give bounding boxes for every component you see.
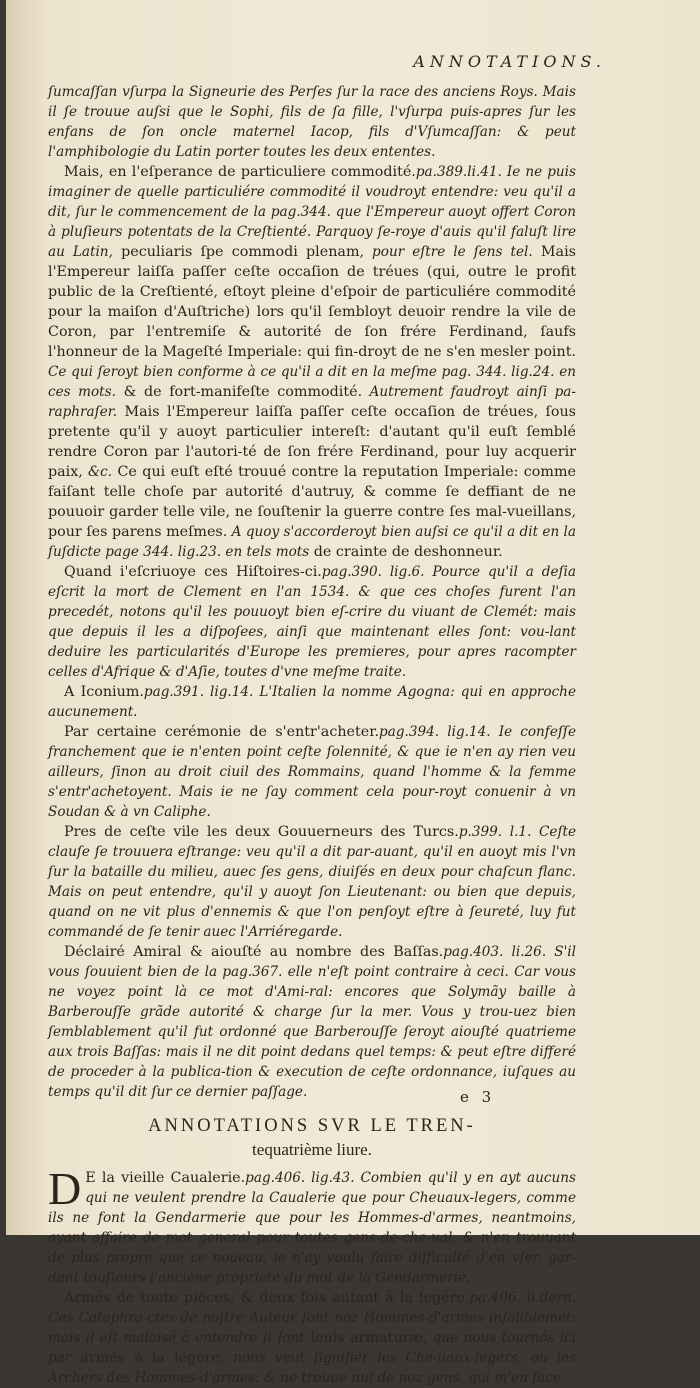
italic-run: pag.406. lig.43. Combien qu'il y en ayt aucuns qui ne veulent prendre la Caualerie que pour Cheuaux-legers, comme ils ne font la Gendarmerie que pour les Hommes-d'armes, neantmoins, ayant affaire de mot general pour toutes gens-de-che-ual, & n'en trouuant de plus propre que ce noueau, ie n'ay voulu faire difficulté d'en vſer, gar-dant touſiours l'anciéne proprieté du mot de la Gendarmerie. [48, 1170, 576, 1286]
roman-run: Mais l'Empereur laiſſa paſſer ceſte occaſion de tréues, ſous pretente qu'il y auoyt particulier intereſt: d'autant qu'il euſt ſemblé rendre Coron par l'autori-té de ſon frére Ferdinand, pour luy acquerir paix, [48, 404, 576, 480]
paragraph [48, 822, 576, 942]
drop-cap: D [48, 1163, 82, 1214]
italic-run: Ce qui ſeroyt bien conforme à ce qu'il a dit en la meſme pag. 344. lig.24. en ces mots. [48, 364, 576, 400]
roman-run: A Iconium. [64, 684, 144, 700]
book-page [6, 0, 700, 1386]
paragraph [48, 1163, 576, 1288]
roman-run: leuis armaturæ, [304, 1330, 428, 1346]
paragraph [48, 942, 576, 1102]
italic-run: Autrement faudroyt ainſi pa-raphraſer. [48, 384, 577, 420]
italic-run: que nous tournós ici par [48, 1330, 576, 1366]
italic-run: A quoy s'accorderoyt bien auſsi ce qu'il a dit en la ſuſdicte page 344. lig.23. en tels mots [48, 524, 576, 560]
paragraph [48, 82, 576, 162]
roman-run: peculiaris ſpe commodi plenam, [112, 244, 365, 260]
running-title: ANNOTATIONS. [413, 52, 606, 71]
page-body [48, 82, 576, 1388]
italic-run: pag.390. lig.6. Pource qu'il a deſia eſcrit la mort de Clement en l'an 1534. & que ces choſes furent l'an precedét, notons qu'il les pouuoyt bien eſ-crire du viuant de Clemét: mais que depuis il les a diſpoſees, ainſi que maintenant elles ſont: vou-lant deduire les particularités d'Europe les premieres, pour apres racompter celles d'Afrique & d'Aſie, toutes d'vne meſme traite. [48, 564, 576, 680]
italic-run: ſumcaſſan vſurpa la Signeurie des Perſes ſur la race des anciens Roys. Mais il ſe trouue auſsi que le Sophi, fils de ſa fille, l'vſurpa puis-apres ſur les enfans de ſon oncle maternel Iacop, fils d'Vſumcaſſan: & peut l'amphibologie du Latin porter toutes les deux ententes. [48, 84, 576, 160]
annotation-paragraphs [48, 82, 576, 1102]
signature-mark: e 3 [460, 1088, 496, 1106]
section-title: ANNOTATIONS SVR LE TREN- [148, 1116, 476, 1136]
italic-run: pag.403. li.26. S'il vous ſouuient bien de la pag.367. elle n'eſt point contraire à ceci. Car vous ne voyez point là ce mot d'Ami-ral: encores que Solymãy baille à Barberouſſe grãde autorité & charge ſur la mer. Vous y trou-uez bien ſemblablement qu'il fut ordonné que Barberouſſe ſeroyt aiouſté quatrieme aux trois Baſſas: mais il ne dit point dedans quel temps: & peut eſtre differé de proceder à la publica-tion & execution de ceſte ordonnance, iuſques au temps qu'il dit ſur ce dernier paſſage. [48, 944, 576, 1100]
roman-run: de crainte de deshonneur. [309, 544, 503, 560]
roman-run: Mais, en l'eſperance de particuliere commodité. [64, 164, 416, 180]
roman-run: Par certaine cerémonie de s'entr'acheter. [64, 724, 380, 740]
roman-run: Ce qui euſt eſté trouué contre la reputation Imperiale: comme faiſant telle choſe par autorité d'autruy, & comme ſe deffiant de ne pouuoir garder telle vile, ne ſouſtenir la guerre contre ſes mal-vueillans, pour ſes parens meſmes. [48, 464, 576, 540]
roman-run: Quand i'eſcriuoye ces Hiſtoires-ci. [64, 564, 322, 580]
paragraph [48, 162, 576, 562]
italic-run: pa.406. li.dern. Ces Cataphra-ctes de noſtre Auteur ſont noz Hommes-d'armes infaliblemét: mais il eſt malaisé à entendre ſi ſont [48, 1290, 576, 1346]
paragraph [48, 722, 576, 822]
section-subtitle: tequatrième liure. [252, 1140, 372, 1159]
roman-run: Pres de ceſte vile les deux Gouuerneurs des Turcs. [64, 824, 459, 840]
italic-run: pour eſtre le ſens tel. [364, 244, 533, 260]
roman-run: & de fort-manifeſte commodité. [115, 384, 363, 400]
paragraph [48, 1288, 576, 1388]
italic-run: pag.391. lig.14. L'Italien la nomme Agogna: qui en approche aucunement. [48, 684, 576, 720]
roman-run: armés à la legére, [71, 1350, 225, 1366]
roman-run: Armés de toute piéces, & deux fois autant à la legére. [64, 1290, 470, 1306]
roman-run: E la vieille Caualerie. [85, 1170, 246, 1186]
section-paragraphs [48, 1163, 577, 1388]
italic-run: pag.394. lig.14. Ie confeſſe franchement que ie n'enten point ceſte ſolennité, & que ie n'en ay rien veu ailleurs, ſinon au droit ciuil des Rommains, quand l'homme & la femme s'entr'achetoyent. Mais ie ne ſay comment cela pour-royt conuenir à vn Soudan & à vn Caliphe. [48, 724, 576, 820]
paragraph [48, 682, 576, 722]
roman-run: Déclairé Amiral & aiouſté au nombre des Baſſas. [64, 944, 444, 960]
italic-run: &c. [82, 464, 113, 480]
italic-run: nous veut ſignifier les Che-uaux-legers, ou les Archers des Hommes-d'armes: & ne trouue nul de noz gens, qui m'en face [48, 1350, 577, 1386]
italic-run: pa.389.li.41. Ie ne puis imaginer de quelle particuliére commodité il voudroyt entendre: veu qu'il a dit, ſur le commencement de la pag.344. que l'Empereur auoyt offert Coron à pluſieurs potentats de la Creſtienté. Parquoy ſe-roye d'auis qu'il faluſt lire au Latin, [48, 164, 576, 260]
paragraph [48, 562, 576, 682]
italic-run: p.399. l.1. Ceſte clauſe ſe trouuera eſtrange: veu qu'il a dit par-auant, qu'il en auoyt mis l'vn ſur la bataille du milieu, auec ſes gens, diuiſés en deux pour chaſcun flanc. Mais on peut entendre, qu'il y auoyt ſon Lieutenant: ou bien que depuis, quand on ne vit plus d'ennemis & que l'on penſoyt eſtre à ſeureté, luy fut commandé de ſe tenir auec l'Arriéregarde. [48, 824, 577, 940]
roman-run: Mais l'Empereur laiſſa paſſer ceſte occaſion de tréues (qui, outre le profit public de la Creſtienté, eſtoyt pleine d'eſpoir de particuliére commodité pour la maiſon d'Auſtriche) lors qu'il ſembloyt deuoir rendre la vile de Coron, par l'entremiſe & autorité de ſon frére Ferdinand, ſaufs l'honneur de la Mageſté Imperiale: qui fin-droyt de ne s'en mesler point. [48, 244, 576, 360]
